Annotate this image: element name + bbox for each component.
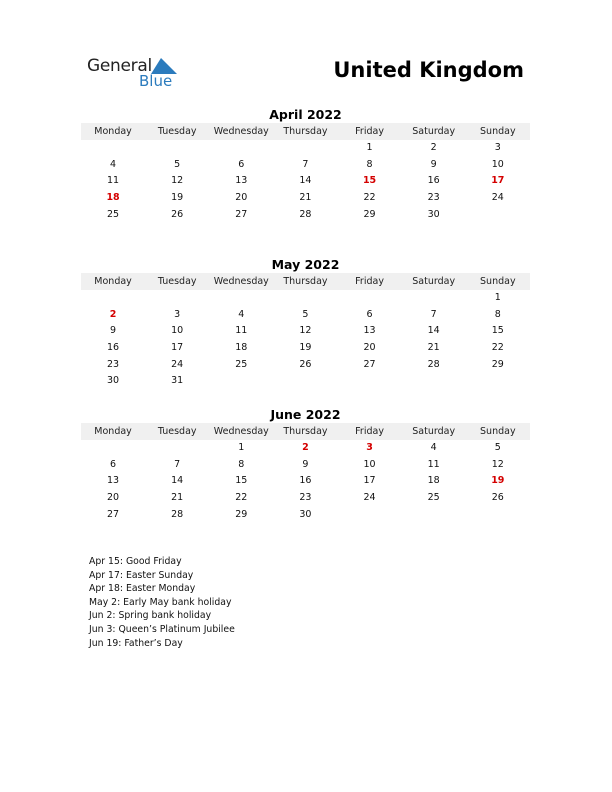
day-cell: 30 (299, 508, 312, 520)
day-cell: 19 (299, 342, 312, 354)
day-cell: 26 (299, 358, 312, 370)
holiday-day-cell: 3 (366, 442, 373, 453)
logo (87, 56, 197, 94)
day-cell: 8 (366, 158, 373, 170)
day-cell: 27 (235, 208, 248, 220)
weekday-label: Monday (94, 426, 132, 437)
day-cell: 14 (171, 475, 184, 487)
holiday-entry: Jun 19: Father’s Day (89, 637, 183, 649)
week-row (81, 340, 530, 357)
weekday-label: Tuesday (157, 126, 197, 137)
empty-day-cell (402, 507, 466, 524)
holiday-day-cell: 15 (362, 175, 377, 187)
day-cell: 4 (110, 158, 117, 170)
week-row (81, 440, 530, 457)
empty-day-cell (338, 507, 402, 524)
weekday-label: Wednesday (213, 276, 269, 287)
day-cell: 17 (363, 475, 376, 487)
empty-day-cell (209, 373, 273, 390)
day-cell: 25 (235, 358, 248, 370)
empty-day-cell (145, 440, 209, 457)
weekday-header (81, 423, 530, 440)
weekday-label: Friday (355, 126, 384, 137)
day-cell: 23 (107, 358, 120, 370)
day-cell: 1 (238, 442, 245, 453)
day-cell: 3 (494, 142, 501, 153)
day-cell: 24 (363, 492, 376, 504)
empty-day-cell (209, 290, 273, 307)
weekday-label: Wednesday (213, 426, 269, 437)
holiday-day-cell: 18 (106, 192, 120, 204)
day-cell: 25 (427, 492, 440, 504)
month-grid (81, 140, 530, 223)
weekday-label: Wednesday (213, 126, 269, 137)
day-cell: 20 (107, 492, 120, 504)
day-cell: 13 (235, 175, 248, 187)
holiday-entry: Apr 18: Easter Monday (89, 583, 196, 595)
weekday-header (81, 123, 530, 140)
empty-day-cell (466, 207, 530, 224)
day-cell: 13 (107, 475, 120, 487)
empty-day-cell (145, 140, 209, 157)
week-row (81, 307, 530, 324)
day-cell: 24 (171, 358, 184, 370)
week-row (81, 373, 530, 390)
day-cell: 1 (366, 142, 373, 153)
day-cell: 27 (363, 358, 376, 370)
holiday-entry: Jun 3: Queen’s Platinum Jubilee (89, 623, 235, 635)
week-row (81, 157, 530, 174)
day-cell: 16 (107, 342, 120, 354)
empty-day-cell (209, 140, 273, 157)
day-cell: 21 (171, 492, 184, 504)
day-cell: 18 (235, 342, 248, 354)
weekday-label: Friday (355, 426, 384, 437)
day-cell: 21 (427, 342, 440, 354)
month-title: April 2022 (269, 107, 342, 122)
day-cell: 29 (363, 208, 376, 220)
week-row (81, 173, 530, 190)
empty-day-cell (402, 373, 466, 390)
day-cell: 5 (174, 158, 181, 170)
empty-day-cell (338, 290, 402, 307)
day-cell: 14 (427, 325, 440, 337)
day-cell: 24 (491, 192, 504, 204)
day-cell: 23 (299, 492, 312, 504)
day-cell: 2 (430, 142, 437, 153)
day-cell: 22 (235, 492, 248, 504)
empty-day-cell (81, 440, 145, 457)
day-cell: 1 (494, 292, 501, 303)
weekday-label: Friday (355, 276, 384, 287)
day-cell: 16 (299, 475, 312, 487)
week-row (81, 140, 530, 157)
empty-day-cell (466, 507, 530, 524)
day-cell: 20 (363, 342, 376, 354)
week-row (81, 323, 530, 340)
day-cell: 10 (171, 325, 184, 337)
empty-day-cell (466, 373, 530, 390)
week-row (81, 473, 530, 490)
day-cell: 15 (235, 475, 248, 487)
month-title: May 2022 (271, 257, 340, 272)
day-cell: 31 (171, 375, 184, 387)
day-cell: 12 (491, 458, 504, 470)
week-row (81, 190, 530, 207)
empty-day-cell (273, 373, 337, 390)
day-cell: 4 (238, 308, 245, 320)
week-row (81, 357, 530, 374)
month-grid (81, 440, 530, 523)
day-cell: 22 (363, 192, 376, 204)
day-cell: 14 (299, 175, 312, 187)
logo-general-text: General (87, 56, 152, 76)
weekday-label: Sunday (480, 126, 516, 137)
day-cell: 13 (363, 325, 376, 337)
day-cell: 28 (299, 208, 312, 220)
weekday-label: Thursday (283, 426, 328, 437)
day-cell: 6 (238, 158, 245, 170)
week-row (81, 290, 530, 307)
weekday-label: Sunday (480, 276, 516, 287)
week-row (81, 490, 530, 507)
month-april (81, 106, 530, 223)
day-cell: 3 (174, 308, 181, 320)
day-cell: 9 (110, 325, 117, 337)
day-cell: 5 (302, 308, 309, 320)
day-cell: 28 (427, 358, 440, 370)
day-cell: 17 (171, 342, 184, 354)
day-cell: 26 (171, 208, 184, 220)
day-cell: 7 (174, 458, 181, 470)
weekday-label: Saturday (412, 276, 456, 287)
day-cell: 30 (107, 375, 120, 387)
weekday-label: Thursday (283, 276, 328, 287)
day-cell: 28 (171, 508, 184, 520)
week-row (81, 507, 530, 524)
day-cell: 6 (110, 458, 117, 470)
holiday-day-cell: 2 (109, 308, 117, 320)
day-cell: 20 (235, 192, 248, 204)
day-cell: 22 (491, 342, 504, 354)
empty-day-cell (402, 290, 466, 307)
day-cell: 11 (235, 325, 248, 337)
week-row (81, 207, 530, 224)
holiday-entry: Apr 15: Good Friday (89, 556, 182, 567)
weekday-label: Thursday (283, 126, 328, 137)
weekday-label: Tuesday (157, 426, 197, 437)
day-cell: 9 (302, 458, 309, 470)
weekday-label: Saturday (412, 426, 456, 437)
day-cell: 29 (235, 508, 248, 520)
day-cell: 11 (107, 175, 120, 187)
day-cell: 8 (494, 308, 501, 320)
holiday-list (89, 555, 235, 650)
holiday-day-cell: 19 (491, 475, 505, 487)
empty-day-cell (81, 290, 145, 307)
day-cell: 30 (427, 208, 440, 220)
day-cell: 21 (299, 192, 312, 204)
day-cell: 16 (427, 175, 440, 187)
logo-blue-text: Blue (139, 72, 173, 90)
weekday-label: Monday (94, 126, 132, 137)
month-grid (81, 290, 530, 390)
day-cell: 10 (491, 158, 504, 170)
weekday-label: Tuesday (157, 276, 197, 287)
holiday-entry: May 2: Early May bank holiday (89, 596, 232, 608)
day-cell: 4 (430, 442, 437, 453)
day-cell: 26 (491, 492, 504, 504)
holiday-entry: Apr 17: Easter Sunday (89, 569, 194, 581)
day-cell: 19 (171, 192, 184, 204)
weekday-label: Monday (94, 276, 132, 287)
empty-day-cell (81, 140, 145, 157)
empty-day-cell (273, 290, 337, 307)
day-cell: 18 (427, 475, 440, 487)
country-title: United Kingdom (333, 58, 524, 82)
day-cell: 29 (491, 358, 504, 370)
month-june (81, 406, 530, 523)
holiday-day-cell: 17 (491, 175, 505, 187)
day-cell: 25 (107, 208, 120, 220)
day-cell: 5 (494, 442, 501, 453)
day-cell: 9 (430, 158, 437, 170)
day-cell: 10 (363, 458, 376, 470)
day-cell: 12 (171, 175, 184, 187)
day-cell: 7 (302, 158, 309, 170)
day-cell: 8 (238, 458, 245, 470)
holiday-entry: Jun 2: Spring bank holiday (89, 610, 212, 622)
day-cell: 11 (427, 458, 440, 470)
day-cell: 7 (430, 308, 437, 320)
empty-day-cell (338, 373, 402, 390)
day-cell: 12 (299, 325, 312, 337)
day-cell: 23 (427, 192, 440, 204)
empty-day-cell (273, 140, 337, 157)
month-title: June 2022 (270, 407, 341, 422)
day-cell: 15 (491, 325, 504, 337)
weekday-label: Sunday (480, 426, 516, 437)
day-cell: 27 (107, 508, 120, 520)
holiday-day-cell: 2 (302, 442, 309, 453)
weekday-header (81, 273, 530, 290)
weekday-label: Saturday (412, 126, 456, 137)
week-row (81, 457, 530, 474)
empty-day-cell (145, 290, 209, 307)
month-may (81, 256, 530, 390)
day-cell: 6 (366, 308, 373, 320)
